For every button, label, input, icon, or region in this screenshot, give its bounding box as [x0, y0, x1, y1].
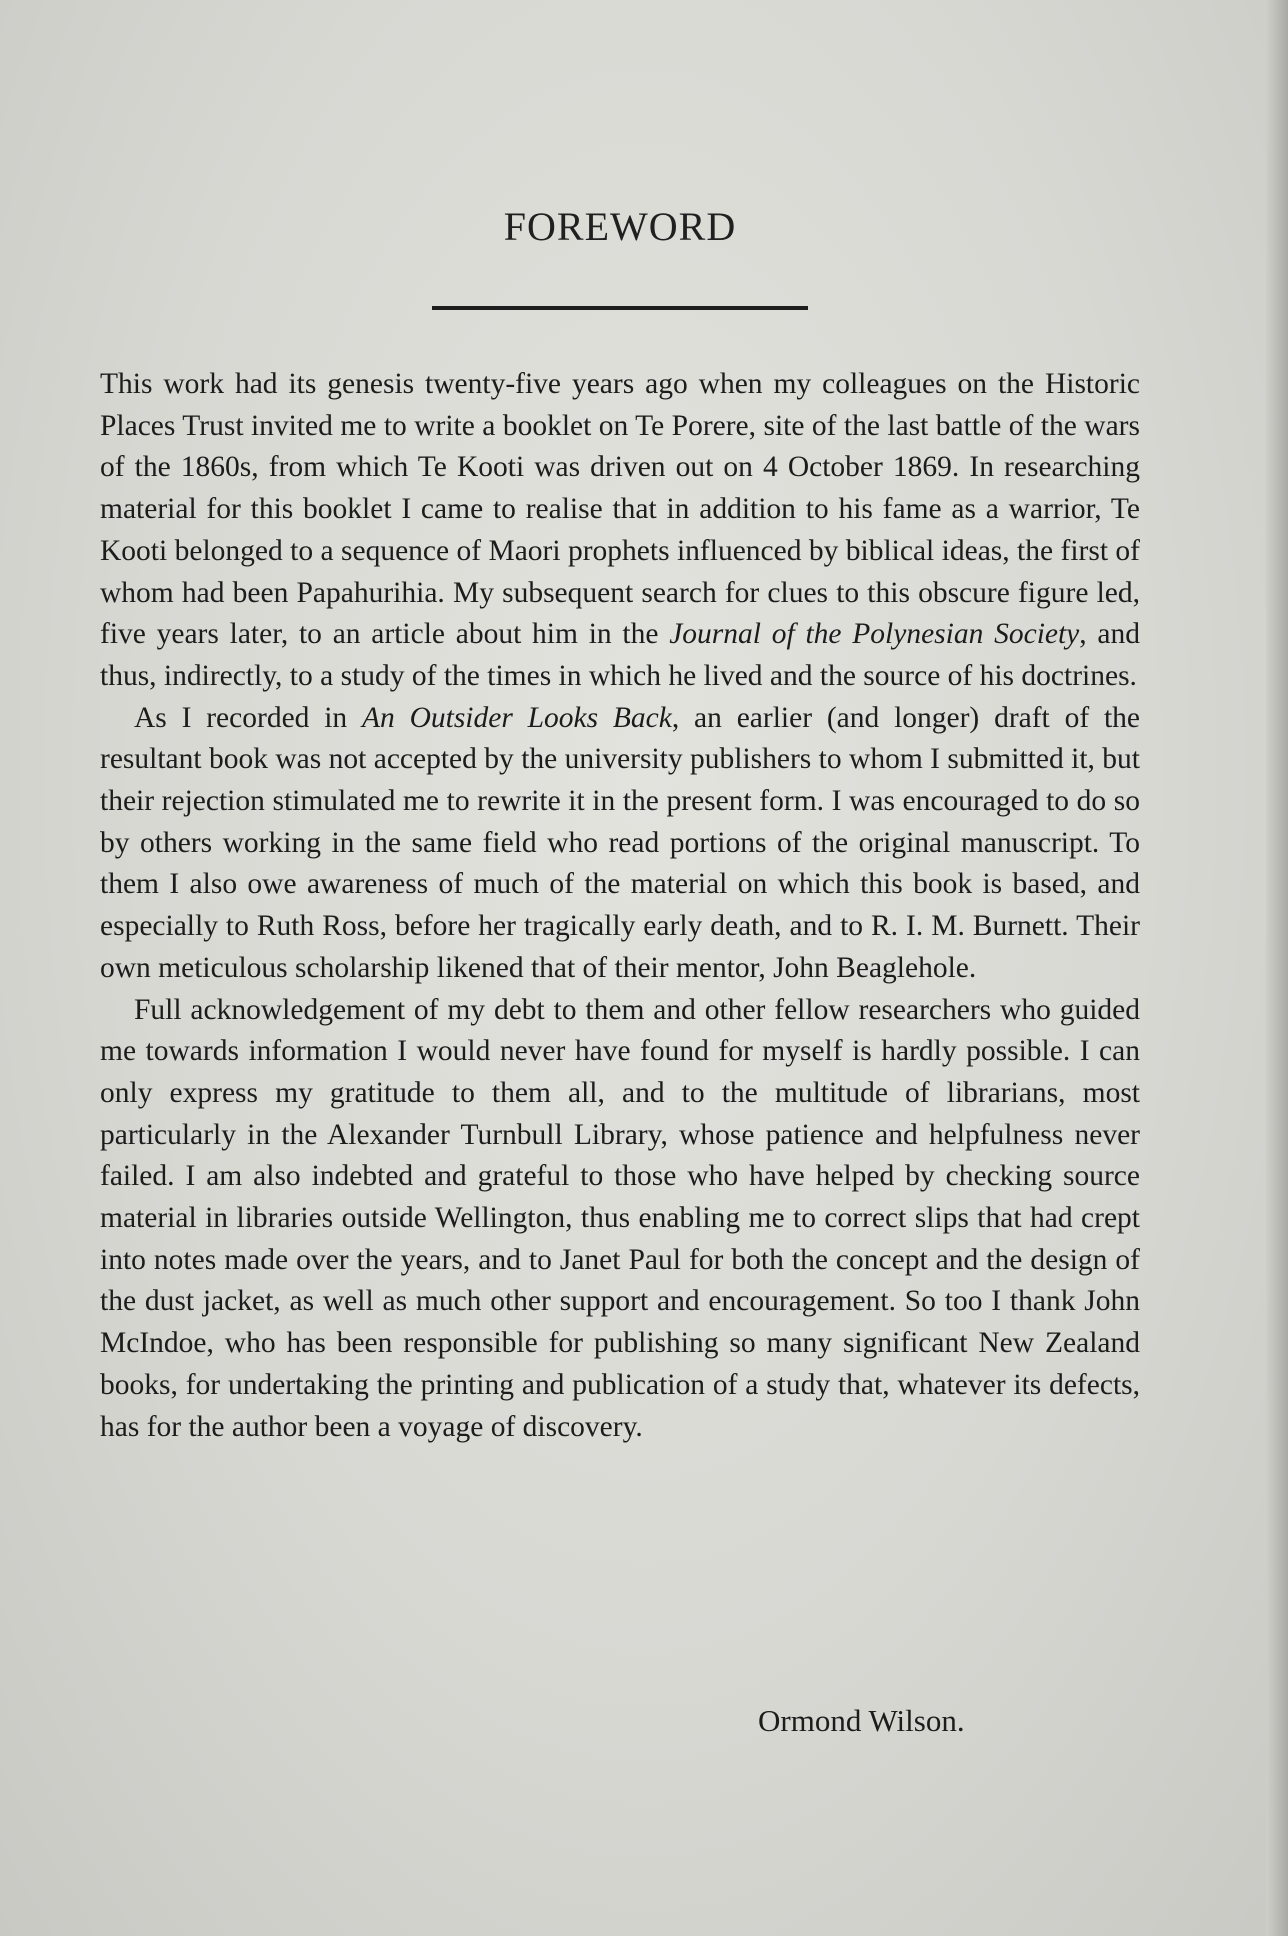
- paragraph-1-text-a: This work had its genesis twenty-five years ago when my colleagues on the Historic Places Trust invited me to write a booklet on Te Porere, site of the last battle of the wars of the 1860s, from which Te Kooti was driven out on 4 October 1869. In researching material for this booklet I came to realise that in addition to his fame as a warrior, Te Kooti belonged to a sequence of Maori prophets influenced by biblical ideas, the first of whom had been Papahurihia. My subsequent search for clues to this obscure figure led, five years later, to an article about him in the: [100, 368, 1140, 651]
- paragraph-1: [100, 364, 1140, 698]
- author-signature: Ormond Wilson.: [758, 1703, 965, 1738]
- paragraph-1-text-b: , and thus, indirectly, to a study of the times in which he lived and the source of his doctrines.: [100, 618, 1141, 692]
- page-edge-shadow: [1266, 0, 1288, 1936]
- page-heading: FOREWORD: [503, 204, 737, 249]
- paragraph-3: Full acknowledgement of my debt to them and other fellow researchers who guided me towards information I would never have found for myself is hardly possible. I can only express my gratitude to them all, and to the multitude of librarians, most particularly in the Alexander Turnbull Library, whose patience and helpfulness never failed. I am also indebted and grateful to those who have helped by checking source material in libraries outside Wellington, thus enabling me to correct slips that had crept into notes made over the years, and to Janet Paul for both the concept and the design of the dust jacket, as well as much other support and encouragement. So too I thank John McIndoe, who has been responsible for publishing so many significant New Zealand books, for undertaking the printing and publication of a study that, whatever its defects, has for the author been a voyage of discovery.: [100, 993, 1140, 1443]
- paragraph-2-text-a: As I recorded in: [134, 701, 362, 734]
- paragraph-2-text-b: , an earlier (and longer) draft of the resultant book was not accepted by the university publishers to whom I submitted it, but their rejection stimulated me to rewrite it in the present form. I was encouraged to do so by others working in the same field who read portions of the original manuscript. To them I also owe awareness of much of the material on which this book is based, and especially to Ruth Ross, before her tragically early death, and to R. I. M. Burnett. Their own meticulous scholarship likened that of their mentor, John Beaglehole.: [100, 701, 1140, 984]
- foreword-body: [100, 364, 1140, 1448]
- heading-rule: [432, 306, 808, 310]
- paragraph-2-book-title: An Outsider Looks Back: [361, 701, 672, 734]
- paragraph-1-journal-title: Journal of the Polynesian Society: [669, 618, 1080, 651]
- paragraph-2: [100, 698, 1140, 990]
